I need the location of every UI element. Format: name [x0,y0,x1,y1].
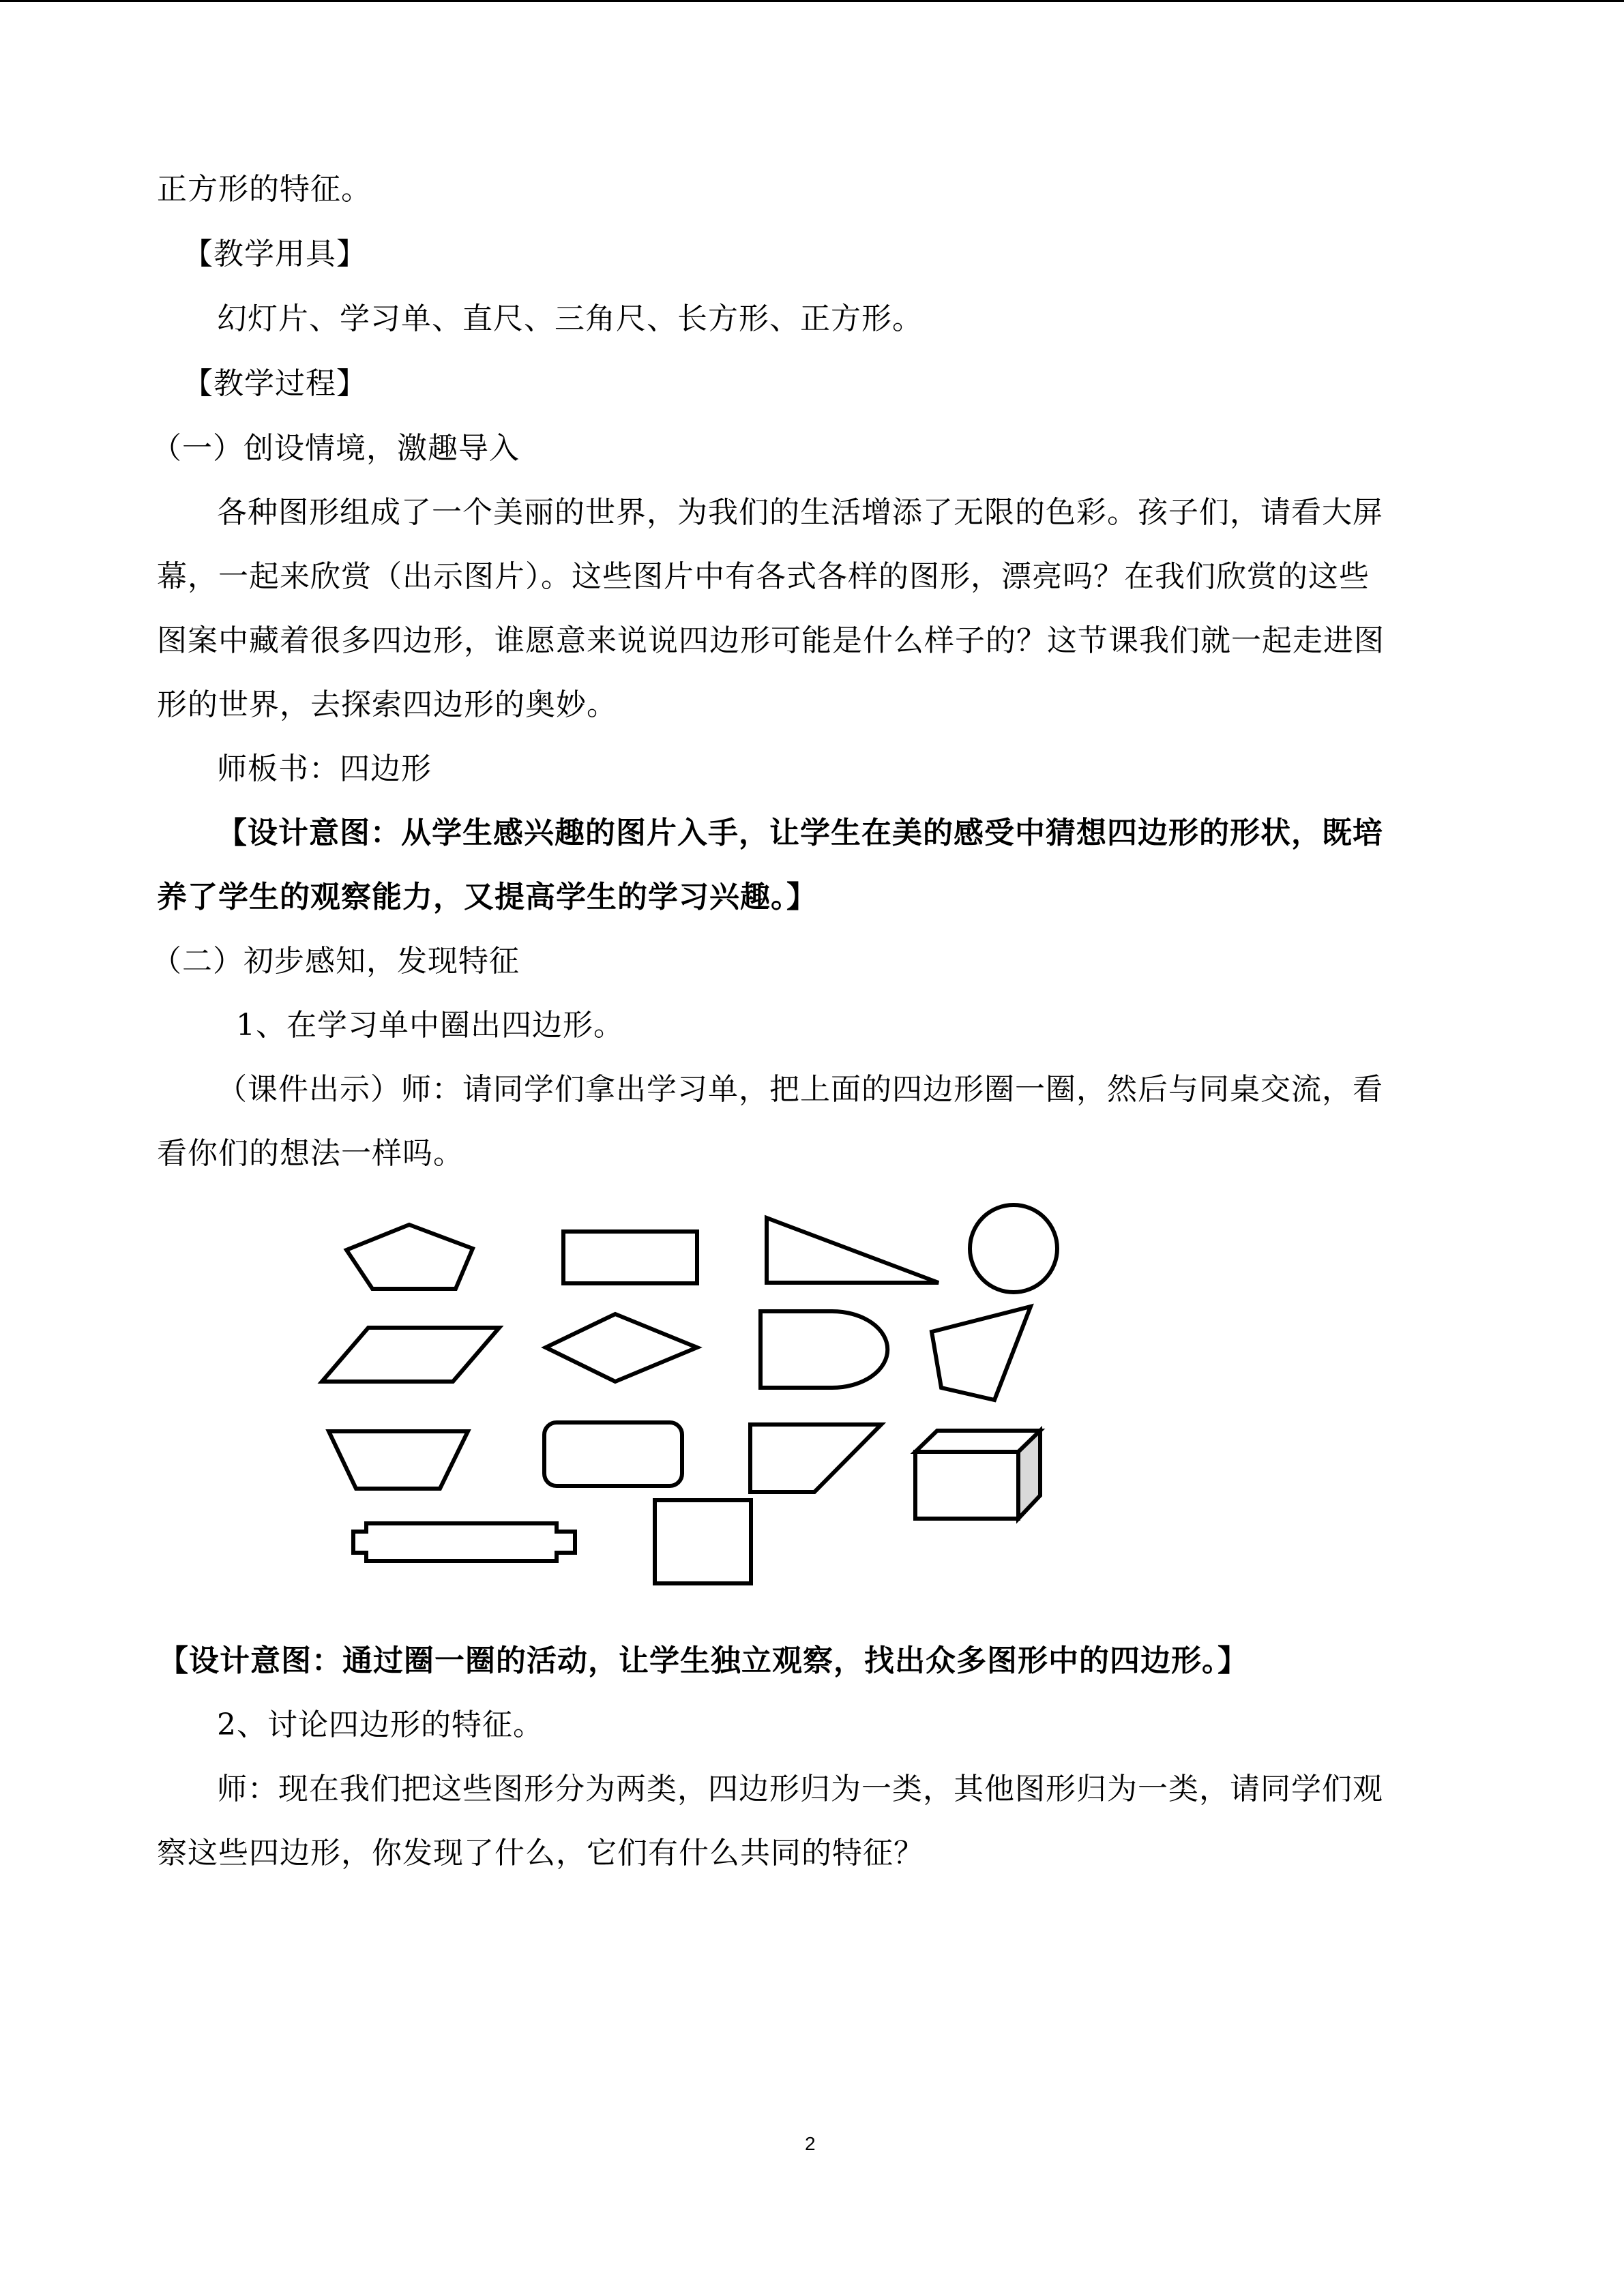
design-intent: 【设计意图：通过圈一圈的活动，让学生独立观察，找出众多图形中的四边形。】 [158,1643,1248,1678]
page-number: 2 [805,2133,816,2154]
rounded-rectangle-shape [544,1422,682,1486]
square-shape [655,1500,751,1583]
subsection-heading: （一）创设情境，激趣导入 [151,431,520,466]
text-line: 看你们的想法一样吗。 [157,1136,464,1171]
circle-shape [970,1205,1057,1292]
text-line: 师板书：四边形 [217,751,432,786]
right-triangle-shape [767,1218,939,1283]
notched-rectangle-shape [353,1523,575,1561]
irregular-quadrilateral-shape [932,1307,1031,1400]
pentagon-shape [346,1225,473,1289]
design-intent: 【设计意图：从学生感兴趣的图片入手，让学生在美的感受中猜想四边形的形状，既培 [217,816,1383,850]
right-trapezoid-shape [750,1425,881,1492]
text-line: （课件出示）师：请同学们拿出学习单，把上面的四边形圈一圈，然后与同桌交流，看 [217,1072,1383,1107]
rectangle-shape [563,1232,697,1283]
subsection-heading: （二）初步感知，发现特征 [151,944,520,979]
parallelogram-shape [322,1328,499,1382]
text-line: 2、讨论四边形的特征。 [217,1708,544,1742]
text-line: 1、在学习单中圈出四边形。 [236,1008,624,1043]
text-line: 各种图形组成了一个美丽的世界，为我们的生活增添了无限的色彩。孩子们，请看大屏 [217,495,1383,530]
text-line: 幕，一起来欣赏（出示图片）。这些图片中有各式各样的图形，漂亮吗？在我们欣赏的这些 [157,559,1370,594]
cube-front-face [915,1452,1018,1519]
text-line: 形的世界，去探索四边形的奥妙。 [157,687,617,722]
section-heading: 【教学过程】 [183,366,367,401]
text-line: 察这些四边形，你发现了什么，它们有什么共同的特征？ [157,1836,924,1870]
trapezoid-shape [329,1431,468,1489]
text-line: 图案中藏着很多四边形，谁愿意来说说四边形可能是什么样子的？这节课我们就一起走进图 [157,623,1385,658]
design-intent: 养了学生的观察能力，又提高学生的学习兴趣。】 [157,880,817,914]
text-line: 师：现在我们把这些图形分为两类，四边形归为一类，其他图形归为一类，请同学们观 [217,1772,1383,1806]
section-heading: 【教学用具】 [183,237,367,271]
cube-side-face [1018,1431,1040,1519]
d-shape [761,1311,887,1388]
text-line: 正方形的特征。 [157,172,372,207]
rhombus-shape [546,1314,697,1382]
text-line: 幻灯片、学习单、直尺、三角尺、长方形、正方形。 [217,301,923,336]
